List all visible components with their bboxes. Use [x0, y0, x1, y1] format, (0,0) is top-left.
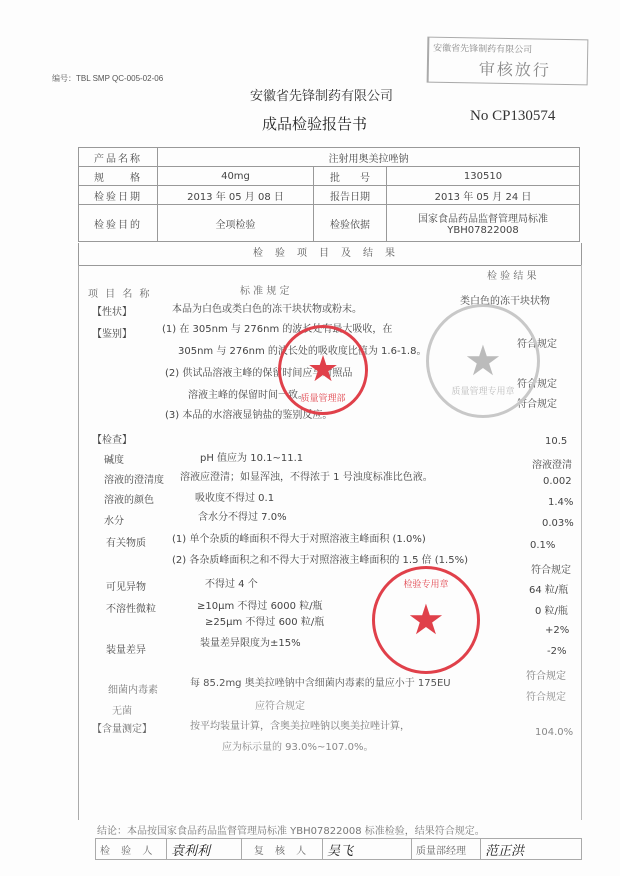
- inspector-signature: 袁利利: [167, 839, 242, 860]
- document-title: 成品检验报告书: [262, 115, 368, 133]
- qa-manager-label: 质量部经理: [412, 839, 481, 860]
- row-item: 有关物质: [106, 538, 146, 549]
- row-result: 0.03%: [542, 518, 574, 529]
- approval-stamp-company: 安徽省先锋制药有限公司: [433, 43, 533, 56]
- row-result: -2%: [547, 646, 567, 657]
- row-standard: 含水分不得过 7.0%: [198, 512, 287, 523]
- row-result: 符合规定: [517, 379, 557, 390]
- row-standard: 吸收度不得过 0.1: [195, 493, 275, 504]
- row-item: 细菌内毒素: [108, 685, 158, 696]
- inspection-seal-red: [372, 566, 480, 674]
- row-standard: (1) 单个杂质的峰面积不得大于对照溶液主峰面积 (1.0%): [172, 534, 426, 545]
- seal-text: 质量管理专用章: [451, 387, 515, 397]
- row-result: 104.0%: [535, 727, 574, 738]
- row-standard: 应符合规定: [255, 701, 305, 712]
- signature-table: [95, 838, 582, 860]
- seal-text: 质量管理部: [300, 394, 346, 404]
- star-icon: ★: [306, 349, 340, 390]
- row-standard: 溶液应澄清；如显浑浊，不得浓于 1 号浊度标准比色液。: [180, 472, 433, 483]
- report-date-label: 报告日期: [314, 186, 387, 205]
- row-standard: (2) 各杂质峰面积之和不得大于对照溶液主峰面积的 1.5 倍 (1.5%): [172, 555, 468, 566]
- row-item: 无菌: [112, 706, 132, 717]
- doc-code: 编号：TBL SMP QC-005-02-06: [52, 74, 164, 83]
- col-result-header: 检 验 结 果: [487, 271, 537, 282]
- row-result: 0 粒/瓶: [535, 606, 568, 617]
- row-standard: pH 值应为 10.1~11.1: [200, 453, 304, 464]
- report-number: No CP130574: [470, 108, 556, 124]
- row-standard: ≥25μm 不得过 600 粒/瓶: [205, 617, 325, 628]
- row-standard: 应为标示量的 93.0%~107.0%。: [222, 742, 374, 753]
- approval-stamp: [427, 37, 589, 86]
- row-item: 可见异物: [106, 582, 146, 593]
- row-standard: (2) 供试品溶液主峰的保留时间应与对照品: [165, 368, 353, 379]
- qa-manager-signature: 范正洪: [481, 839, 582, 860]
- row-result: 溶液澄清: [532, 460, 572, 471]
- quality-seal-red: [278, 325, 368, 415]
- star-icon: ★: [407, 595, 445, 644]
- row-item: 装量差异: [106, 645, 146, 656]
- row-item: 不溶性微粒: [106, 604, 156, 615]
- row-result: 符合规定: [517, 399, 557, 410]
- row-item: 【检查】: [92, 435, 132, 446]
- col-item-header: 项 目 名 称: [88, 289, 152, 300]
- row-standard: (3) 本品的水溶液显钠盐的鉴别反应。: [165, 410, 333, 421]
- row-result: 符合规定: [526, 692, 566, 703]
- section-title: 检验项目及结果: [78, 243, 582, 266]
- row-item: 溶液的颜色: [104, 495, 154, 506]
- test-date-label: 检验日期: [79, 186, 158, 205]
- row-result: 0.1%: [530, 540, 556, 551]
- inspector-label: 检 验 人: [96, 839, 167, 860]
- row-item: 【鉴别】: [92, 329, 132, 340]
- row-standard: ≥10μm 不得过 6000 粒/瓶: [197, 601, 323, 612]
- basis-label: 检验依据: [314, 205, 387, 242]
- basis-value: [387, 205, 580, 242]
- row-result: 符合规定: [531, 565, 571, 576]
- row-item: 碱度: [104, 455, 124, 466]
- row-standard: 装量差异限度为±15%: [200, 638, 301, 649]
- company-name: 安徽省先锋制药有限公司: [250, 89, 394, 104]
- row-item: 溶液的澄清度: [104, 475, 164, 486]
- reviewer-signature: 吴飞: [323, 839, 412, 860]
- product-name: 注射用奥美拉唑钠: [158, 148, 580, 167]
- basis-line1: 国家食品药品监督管理局标准: [418, 214, 548, 225]
- row-standard: 每 85.2mg 奥美拉唑钠中含细菌内毒素的量应小于 175EU: [190, 678, 451, 689]
- batch-label: 批 号: [314, 167, 387, 186]
- row-result: 符合规定: [517, 339, 557, 350]
- row-standard: 305nm 与 276nm 的波长处的吸收度比值为 1.6-1.8。: [178, 346, 427, 357]
- approval-stamp-text: 审核放行: [478, 59, 552, 80]
- row-result: 10.5: [545, 436, 568, 447]
- row-standard: (1) 在 305nm 与 276nm 的波长处有最大吸收，在: [162, 324, 393, 335]
- conclusion-text: 结论：本品按国家食品药品监督管理局标准 YBH07822008 标准检验，结果符合规定。: [97, 826, 485, 837]
- row-result: 符合规定: [526, 671, 566, 682]
- batch-value: 130510: [387, 167, 580, 186]
- row-standard: 按平均装量计算，含奥美拉唑钠以奥美拉唑计算，: [190, 721, 410, 732]
- quality-seal-gray: [426, 304, 540, 418]
- report-date: 2013 年 05 月 24 日: [387, 186, 580, 205]
- star-icon: ★: [464, 336, 502, 385]
- seal-text: 检验专用章: [403, 580, 449, 590]
- row-item: 【含量测定】: [92, 724, 152, 735]
- row-result: 64 粒/瓶: [529, 585, 569, 596]
- row-result: 类白色的冻干块状物: [460, 296, 550, 307]
- purpose-value: 全项检验: [158, 205, 314, 242]
- col-standard-header: 标 准 规 定: [240, 286, 290, 297]
- row-item: 水分: [104, 516, 124, 527]
- product-info-table: [78, 147, 580, 242]
- row-result: +2%: [545, 625, 570, 636]
- row-result: 1.4%: [548, 497, 574, 508]
- product-name-label: 产品名称: [79, 148, 158, 167]
- row-item: 【性状】: [92, 307, 132, 318]
- row-standard: 不得过 4 个: [205, 579, 258, 590]
- row-standard: 溶液主峰的保留时间一致。: [188, 390, 308, 401]
- row-result: 0.002: [543, 476, 572, 487]
- reviewer-label: 复 核 人: [242, 839, 323, 860]
- spec-label: 规 格: [79, 167, 158, 186]
- purpose-label: 检验目的: [79, 205, 158, 242]
- spec-value: 40mg: [158, 167, 314, 186]
- row-standard: 本品为白色或类白色的冻干块状物或粉末。: [172, 304, 362, 315]
- test-date: 2013 年 05 月 08 日: [158, 186, 314, 205]
- basis-line2: YBH07822008: [447, 225, 519, 236]
